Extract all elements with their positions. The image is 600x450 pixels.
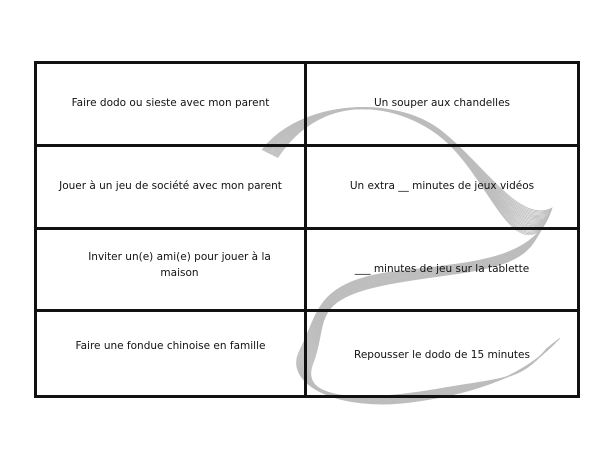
reward-card-text: Faire une fondue chinoise en famille: [75, 340, 266, 353]
reward-card: [307, 312, 577, 395]
reward-card: [307, 230, 577, 313]
reward-card-text: Repousser le dodo de 15 minutes: [354, 349, 530, 362]
reward-cards-grid: [34, 61, 580, 398]
reward-card-text: Un souper aux chandelles: [373, 97, 511, 110]
reward-card-text: Inviter un(e) ami(e) pour jouer à la maison: [88, 250, 271, 280]
reward-card-text: ___ minutes de jeu sur la tablette: [354, 262, 530, 275]
reward-card: [307, 147, 577, 230]
reward-card: [307, 64, 577, 147]
reward-card-text: Un extra __ minutes de jeux vidéos: [349, 180, 535, 193]
reward-card-text: Jouer à un jeu de société avec mon parent: [59, 180, 282, 193]
reward-card: [37, 147, 307, 230]
reward-card-text: Faire dodo ou sieste avec mon parent: [71, 97, 270, 110]
reward-card: [37, 230, 307, 313]
reward-card: [37, 64, 307, 147]
reward-card: [37, 312, 307, 395]
